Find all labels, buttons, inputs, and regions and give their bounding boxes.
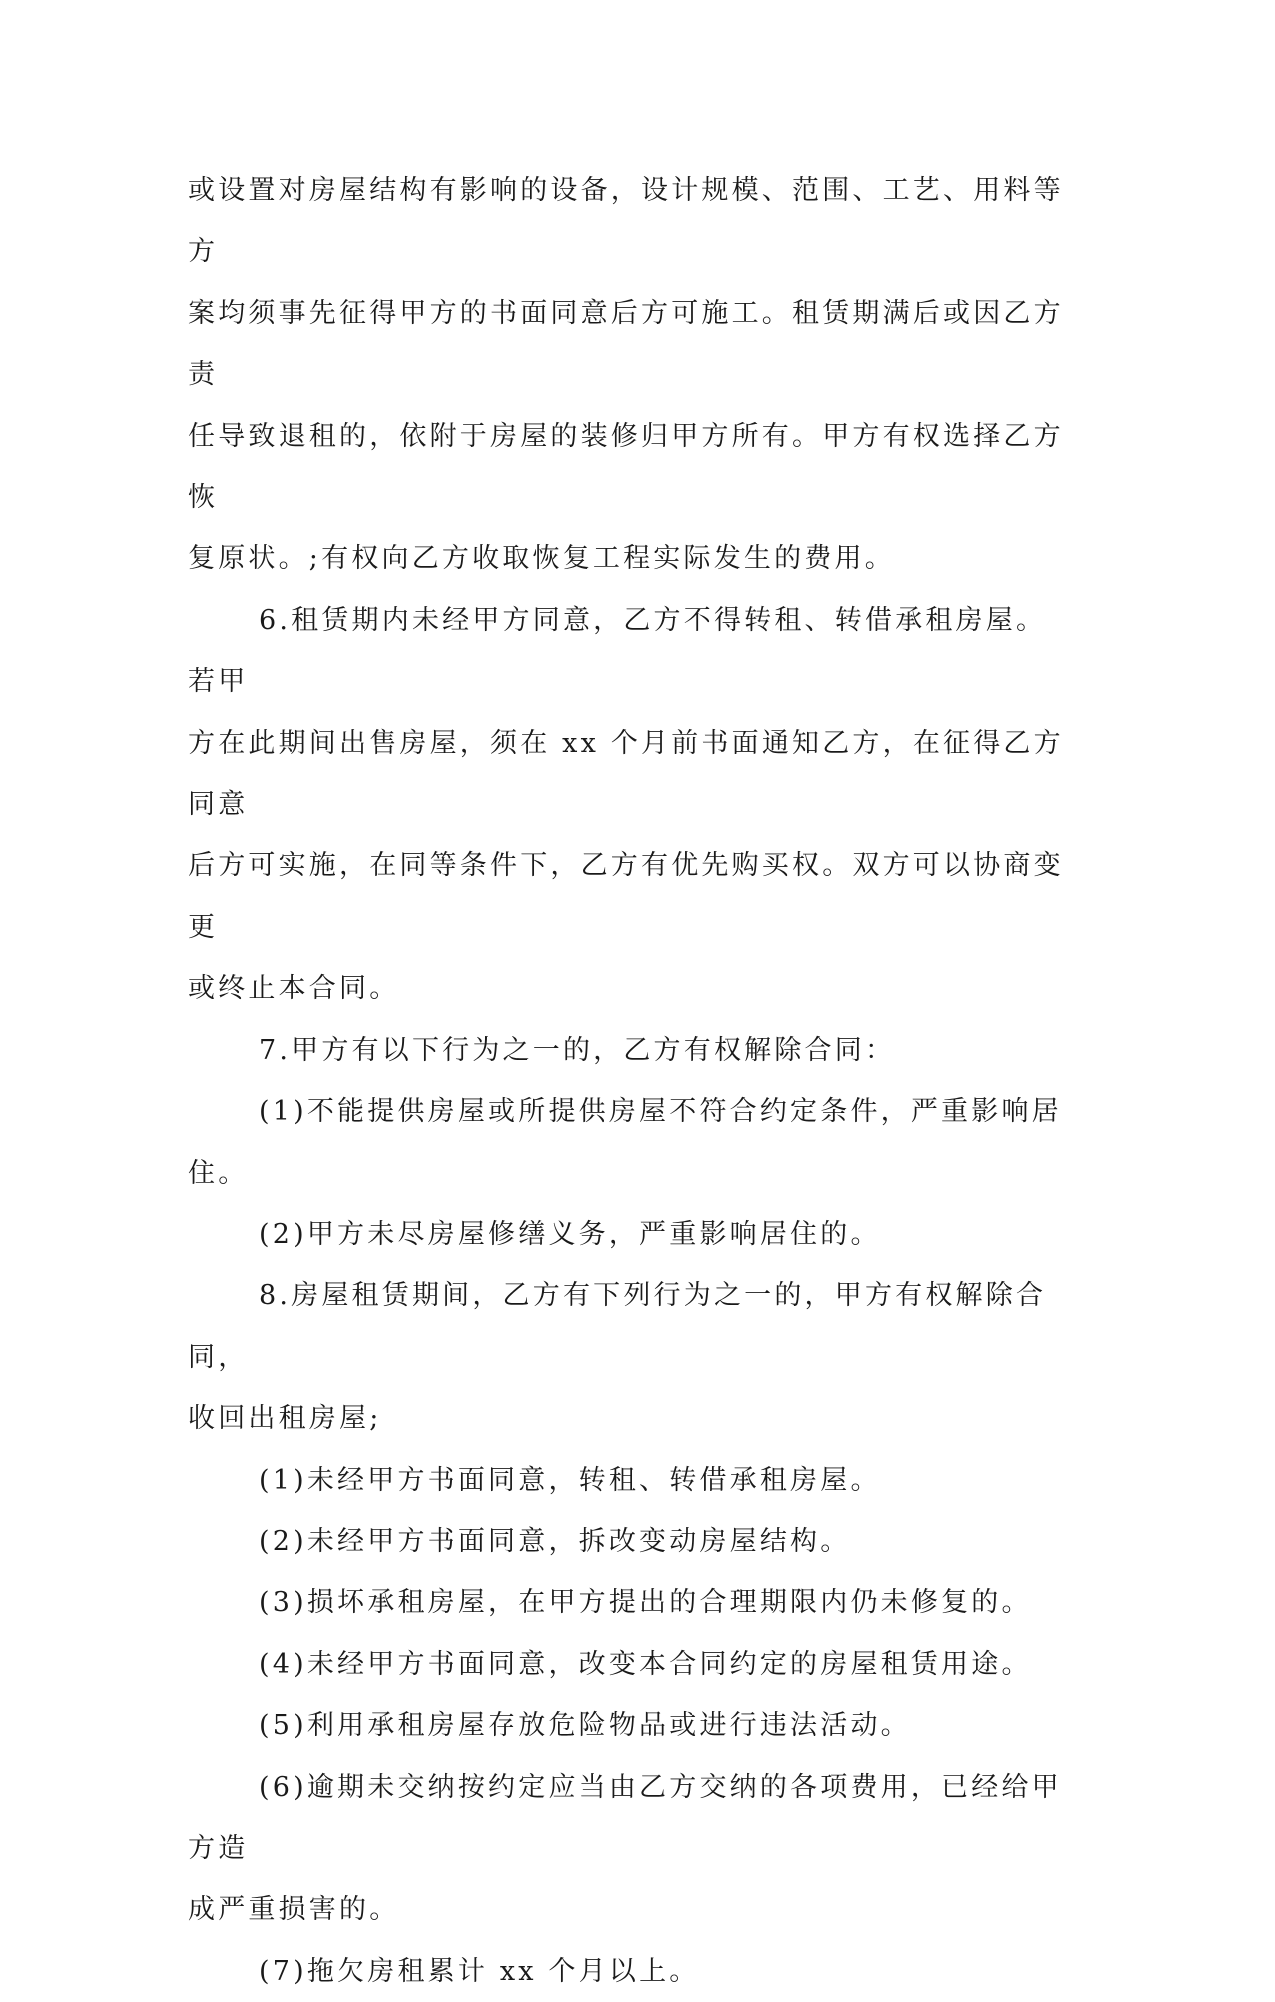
paragraph [188, 1572, 1068, 1633]
text-line: (1)未经甲方书面同意，转租、转借承租房屋。 [259, 1464, 881, 1496]
paragraph [188, 1757, 1068, 1941]
text-line: 复原状。;有权向乙方收取恢复工程实际发生的费用。 [188, 543, 895, 575]
paragraph [188, 1941, 1068, 2002]
paragraph [188, 1634, 1068, 1695]
text-line: 或终止本合同。 [188, 973, 400, 1005]
paragraph [188, 590, 1068, 1020]
text-line: 8.房屋租赁期间，乙方有下列行为之一的，甲方有权解除合同， [188, 1280, 1047, 1373]
paragraph [188, 1265, 1068, 1449]
text-line: 收回出租房屋; [188, 1403, 382, 1435]
text-line: 方在此期间出售房屋，须在 xx 个月前书面通知乙方，在征得乙方同意 [188, 727, 1064, 821]
text-line: (7)拖欠房租累计 xx 个月以上。 [259, 1955, 700, 1987]
text-line: (6)逾期未交纳按约定应当由乙方交纳的各项费用，已经给甲方造 [188, 1771, 1062, 1864]
paragraph [188, 1450, 1068, 1511]
text-line: (5)利用承租房屋存放危险物品或进行违法活动。 [259, 1710, 911, 1742]
text-line: 后方可实施，在同等条件下，乙方有优先购买权。双方可以协商变更 [188, 850, 1064, 943]
paragraph [188, 1020, 1068, 1081]
document-body [188, 160, 1068, 2002]
paragraph [188, 1695, 1068, 1756]
text-line: (2)甲方未尽房屋修缮义务，严重影响居住的。 [259, 1218, 881, 1250]
text-line: 6.租赁期内未经甲方同意，乙方不得转租、转借承租房屋。若甲 [188, 604, 1047, 698]
text-line: (2)未经甲方书面同意，拆改变动房屋结构。 [259, 1525, 851, 1557]
text-line: (3)损坏承租房屋，在甲方提出的合理期限内仍未修复的。 [259, 1587, 1032, 1619]
paragraph [188, 1081, 1068, 1204]
text-line: 案均须事先征得甲方的书面同意后方可施工。租赁期满后或因乙方责 [188, 297, 1064, 391]
paragraph [188, 1511, 1068, 1572]
text-line: 7.甲方有以下行为之一的，乙方有权解除合同： [259, 1034, 896, 1066]
paragraph [188, 160, 1068, 590]
text-line: 或设置对房屋结构有影响的设备，设计规模、范围、工艺、用料等方 [188, 175, 1064, 268]
text-line: (4)未经甲方书面同意，改变本合同约定的房屋租赁用途。 [259, 1648, 1032, 1680]
text-line: (1)不能提供房屋或所提供房屋不符合约定条件，严重影响居住。 [188, 1096, 1062, 1189]
paragraph [188, 1204, 1068, 1265]
text-line: 任导致退租的，依附于房屋的装修归甲方所有。甲方有权选择乙方恢 [188, 420, 1064, 514]
text-line: 成严重损害的。 [188, 1894, 400, 1926]
